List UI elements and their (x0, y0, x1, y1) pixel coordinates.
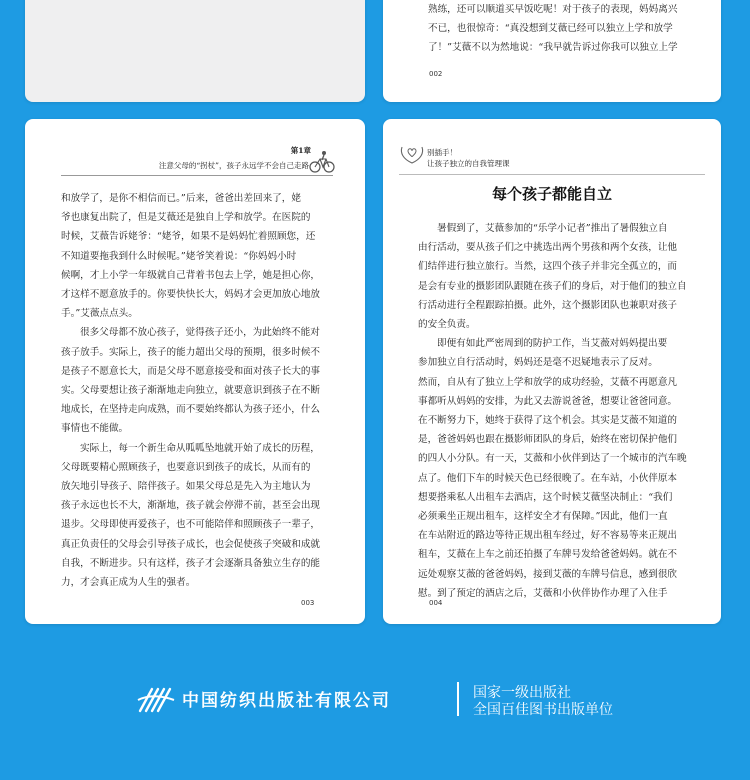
section-label: 别插手！ (427, 148, 457, 157)
text-line: 放矢地引导孩子、陪伴孩子。如果父母总是先入为主地认为 (61, 481, 311, 493)
text-line: 慰。到了预定的酒店之后，艾薇和小伙伴协作办理了入住手 (418, 587, 668, 599)
page-number: 004 (429, 599, 443, 607)
text-line: 必须乘坐正规出租车，这样安全才有保障。”因此，他们一直 (418, 511, 668, 523)
text-line: 实。父母要想让孩子渐渐地走向独立，就要意识到孩子在不断 (61, 385, 321, 397)
text-line: 不知道要拖我到什么时候呢。”姥爷笑着说：“你妈妈小时 (61, 250, 297, 262)
book-page-003 (25, 119, 365, 624)
text-line: 然而，自从有了独立上学和放学的成功经验，艾薇不再愿意凡 (418, 376, 678, 388)
text-line: 时候，艾薇告诉姥爷：“姥爷，如果不是妈妈忙着照顾您，还 (61, 231, 316, 243)
section-subtitle: 让孩子独立的自我管理课 (427, 159, 510, 168)
bicycle-icon (309, 149, 335, 175)
text-line: 点了。他们下车的时候天色已经很晚了。在车站，小伙伴原本 (418, 472, 678, 484)
text-line: 租车，艾薇在上车之前还拍摄了车牌号发给爸爸妈妈。就在不 (418, 549, 678, 561)
text-line: 孩子永远也长不大，渐渐地，孩子就会停滞不前，甚至会出现 (61, 500, 321, 512)
page-number: 003 (301, 599, 315, 607)
text-line: 在车站附近的路边等待正规出租车经过，好不容易等来正规出 (418, 530, 678, 542)
text-line: 事都听从妈妈的安排，为此又去游说爸爸，想要让爸爸同意。 (418, 395, 678, 407)
text-line: 暑假到了，艾薇参加的“乐学小记者”推出了暑假独立自 (437, 223, 668, 234)
text-line: 是会有专业的摄影团队跟随在孩子们的身后，对于他们的独立自 (418, 280, 687, 292)
text-line: 孩子放手。实际上，孩子的能力超出父母的预期，很多时候不 (61, 346, 321, 358)
page-body (61, 189, 331, 592)
text-line: 父母既要精心照顾孩子，也要意识到孩子的成长，从而有的 (61, 461, 311, 473)
text-line: 行活动进行全程跟踪拍摄。此外，这个摄影团队也兼职对孩子 (418, 299, 678, 311)
text-line: 实际上，每一个新生命从呱呱坠地就开始了成长的历程， (80, 442, 320, 454)
header-rule (61, 175, 333, 176)
header-rule (399, 174, 705, 175)
page-number: 002 (429, 70, 443, 78)
text-line: 即便有如此严密周到的防护工作，当艾薇对妈妈提出要 (437, 338, 668, 350)
page-body (428, 0, 698, 58)
text-line: 爷也康复出院了，但是艾薇还是独自上学和放学。在医院的 (61, 212, 311, 224)
text-line: 了！”艾薇不以为然地说：“我早就告诉过你我可以独立上学 (428, 42, 678, 54)
book-page-004 (383, 119, 721, 624)
text-line: 远处观察艾薇的爸爸妈妈，接到艾薇的车牌号信息，感到很欣 (418, 568, 678, 580)
text-line: 由行活动，要从孩子们之中挑选出两个男孩和两个女孩，让他 (418, 242, 678, 254)
publisher-slogan-line2: 全国百佳图书出版单位 (473, 702, 613, 718)
publisher-name: 中国纺织出版社有限公司 (182, 691, 391, 711)
text-line: 的四人小分队。有一天，艾薇和小伙伴到达了一个城市的汽车晚 (418, 453, 687, 465)
text-line: 候啊，才上小学一年级就自己背着书包去上学，她是担心你， (61, 269, 321, 281)
text-line: 想要搭乘私人出租车去酒店，这个时候艾薇坚决制止：“我们 (418, 491, 673, 503)
text-line: 在不断努力下，她终于获得了这个机会。其实是艾薇不知道的 (418, 415, 678, 427)
blank-page-top-left (25, 0, 365, 102)
text-line: 们结伴进行独立旅行。当然，这四个孩子并非完全孤立的，而 (418, 261, 678, 273)
text-line: 自我，不断进步。只有这样，孩子才会逐渐具备独立生存的能 (61, 557, 321, 569)
text-line: 的安全负责。 (418, 319, 476, 331)
text-line: 手。”艾薇点点头。 (61, 308, 138, 320)
text-line: 是孩子不愿意长大，而是父母不愿意接受和面对孩子长大的事 (61, 365, 321, 377)
text-line: 事情也不能做。 (61, 423, 129, 435)
text-line: 和放学了，是你不相信而已。”后来，爸爸出差回来了，姥 (61, 193, 301, 204)
publisher-slogan-line1: 国家一级出版社 (473, 685, 571, 701)
chapter-label: 第1章 (290, 146, 311, 155)
text-line: 力，才会真正成为人生的强者。 (61, 577, 196, 589)
section-title: 每个孩子都能自立 (491, 185, 612, 203)
running-header (65, 145, 327, 171)
text-line: 熟练，还可以顺道买早饭吃呢！对于孩子的表现，妈妈离兴 (428, 4, 678, 15)
text-line: 是，爸爸妈妈也跟在摄影师团队的身后，始终在密切保护他们 (418, 434, 678, 446)
text-line: 很多父母都不放心孩子，觉得孩子还小，为此始终不能对 (80, 327, 320, 339)
text-line: 不已，也很惊奇：“真没想到艾薇已经可以独立上学和放学 (428, 23, 673, 35)
heart-hands-icon (399, 143, 425, 165)
running-header (427, 147, 510, 169)
text-line: 才这样不愿意放手的。你要快快长大，妈妈才会更加放心地放 (61, 289, 321, 301)
book-page-002 (383, 0, 721, 102)
page-body (418, 219, 688, 603)
text-line: 退步。父母即使再爱孩子，也不可能陪伴和照顾孩子一辈子， (61, 519, 321, 531)
publisher-footer (0, 680, 750, 720)
chapter-subtitle: 注意父母的“拐杖”，孩子永远学不会自己走路 (158, 161, 309, 170)
text-line: 真正负责任的父母会引导孩子成长，也会促使孩子突破和成就 (61, 538, 321, 550)
footer-divider (457, 682, 459, 716)
text-line: 参加独立自行活动时，妈妈还是毫不迟疑地表示了反对。 (418, 357, 658, 369)
text-line: 地成长，在坚持走向成熟，而不要始终都认为孩子还小，什么 (61, 404, 321, 416)
publisher-logo-icon (136, 685, 176, 715)
